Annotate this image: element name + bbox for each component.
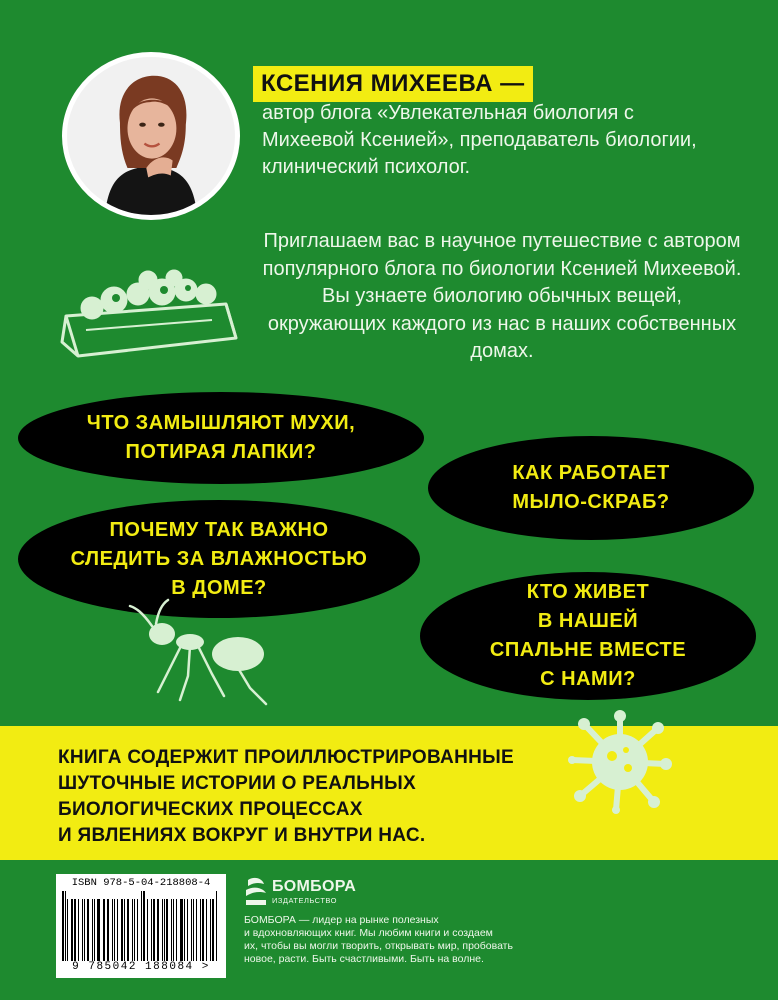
question-bubble	[420, 572, 756, 700]
barcode-bar	[173, 899, 174, 961]
barcode-bar	[187, 899, 188, 961]
barcode-bars	[62, 891, 220, 961]
question-text: КТО ЖИВЕТ В НАШЕЙ СПАЛЬНЕ ВМЕСТЕ С НАМИ?	[489, 581, 687, 690]
barcode-bar	[71, 899, 73, 961]
barcode-bar	[206, 899, 207, 961]
barcode-bar	[193, 899, 194, 961]
question-text: КАК РАБОТАЕТ МЫЛО-СКРАБ?	[512, 462, 670, 513]
barcode-bar	[166, 899, 168, 961]
barcode-bar	[104, 899, 105, 961]
barcode-bar	[134, 899, 135, 961]
barcode-bar	[164, 899, 165, 961]
barcode-bar	[151, 899, 152, 961]
barcode-bar	[171, 899, 172, 961]
barcode-bar	[153, 899, 155, 961]
question-text: ПОЧЕМУ ТАК ВАЖНО СЛЕДИТЬ ЗА ВЛАЖНОСТЬЮ В ДОМЕ?	[70, 518, 368, 599]
barcode-bar	[82, 899, 83, 961]
barcode-bar	[162, 899, 163, 961]
publisher-description: БОМБОРА — лидер на рынке полезных и вдохновляющих книг. Мы любим книги и создаем их, чтобы вы могли творить, открывать мир, пробовать новое, расти. Быть счастливыми. Быть на волне.	[244, 914, 513, 965]
barcode-bar	[67, 899, 68, 961]
isbn-digits: 9 785042 188084 >	[72, 961, 210, 973]
publisher-sub: ИЗДАТЕЛЬСТВО	[272, 896, 338, 905]
publisher-name: БОМБОРА	[272, 878, 357, 895]
barcode-bar	[137, 899, 139, 961]
barcode-bar	[78, 899, 79, 961]
barcode-bar	[112, 899, 113, 961]
barcode-bar	[180, 899, 182, 961]
barcode-bar	[184, 899, 185, 961]
question-bubble	[428, 436, 754, 540]
barcode-bar	[107, 899, 109, 961]
barcode-bar	[97, 899, 99, 961]
barcode-bar	[114, 899, 115, 961]
barcode-bar	[124, 899, 125, 961]
barcode-bar	[196, 899, 197, 961]
barcode-bar	[216, 891, 217, 961]
barcode-bar	[212, 899, 214, 961]
author-bio: автор блога «Увлекательная биология с Михеевой Ксенией», преподаватель биологии, клинический психолог.	[262, 102, 697, 178]
bombora-logo-icon	[244, 876, 268, 906]
barcode-bar	[176, 899, 178, 961]
barcode-bar	[127, 899, 129, 961]
banner-text: КНИГА СОДЕРЖИТ ПРОИЛЛЮСТРИРОВАННЫЕ ШУТОЧНЫЕ ИСТОРИИ О РЕАЛЬНЫХ БИОЛОГИЧЕСКИХ ПРОЦЕССАХ И ЯВЛЕНИЯХ ВОКРУГ И ВНУТРИ НАС.	[58, 747, 514, 846]
barcode-bar	[62, 891, 64, 961]
isbn-label: ISBN 978-5-04-218808-4	[71, 877, 211, 889]
barcode-bar	[92, 899, 94, 961]
barcode-bar	[143, 891, 145, 961]
intro-paragraph: Приглашаем вас в научное путешествие с автором популярного блога по биологии Ксенией Михеевой. Вы узнаете биологию обычных вещей, окружающих каждого из нас в наших собственных домах.	[262, 230, 742, 362]
barcode-bar	[147, 899, 148, 961]
author-portrait	[62, 52, 240, 220]
barcode-bar	[74, 899, 76, 961]
barcode-bar	[132, 899, 133, 961]
barcode-bar	[157, 899, 159, 961]
barcode-bar	[103, 899, 104, 961]
barcode-bar	[65, 891, 66, 961]
barcode-bar	[84, 899, 85, 961]
barcode-bar	[94, 899, 95, 961]
barcode-bar	[200, 899, 202, 961]
barcode-bar	[117, 899, 119, 961]
barcode-bar	[141, 891, 142, 961]
isbn-barcode	[56, 874, 226, 978]
author-name: КСЕНИЯ МИХЕЕВА —	[253, 66, 533, 102]
barcode-bar	[87, 899, 89, 961]
barcode-bar	[202, 899, 204, 961]
question-text: ЧТО ЗАМЫШЛЯЮТ МУХИ, ПОТИРАЯ ЛАПКИ?	[86, 412, 356, 463]
question-bubble	[18, 392, 424, 484]
barcode-bar	[210, 899, 211, 961]
virus-icon	[568, 710, 672, 814]
barcode-bar	[191, 899, 193, 961]
ant-icon	[128, 596, 278, 708]
barcode-bar	[121, 899, 123, 961]
soap-scrub-icon	[52, 264, 242, 364]
